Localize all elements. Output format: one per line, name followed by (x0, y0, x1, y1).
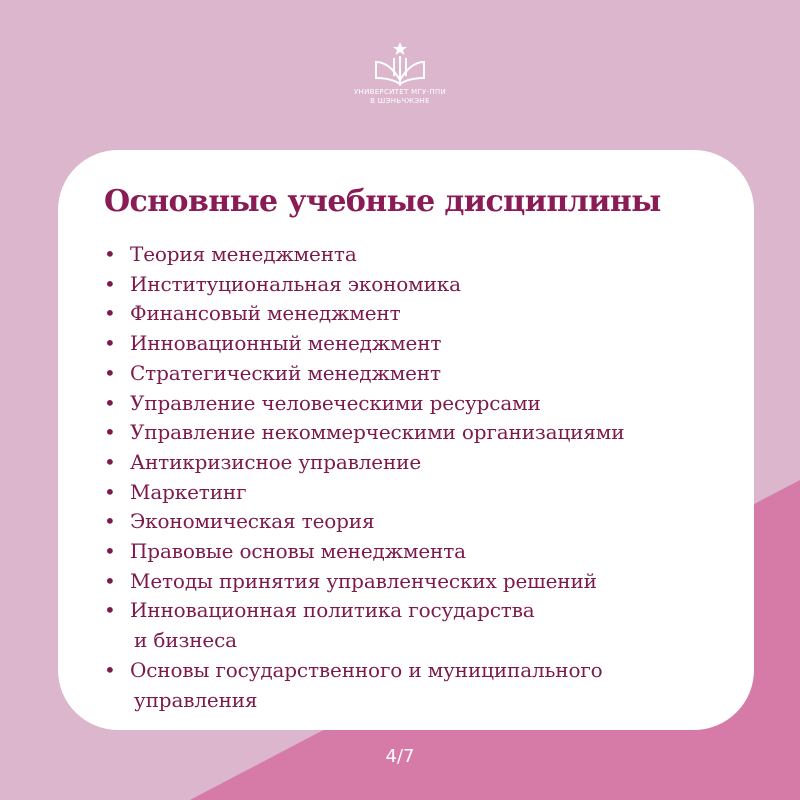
discipline-label: Финансовый менеджмент (130, 301, 401, 326)
list-item (104, 389, 744, 419)
discipline-label: Теория менеджмента (130, 242, 357, 266)
list-item (104, 596, 744, 655)
list-item (104, 329, 744, 359)
discipline-label: Правовые основы менеджмента (130, 539, 466, 564)
list-item (104, 507, 744, 537)
list-item (104, 299, 744, 329)
list-item (104, 418, 744, 448)
list-item (104, 270, 744, 300)
bullet: • (104, 568, 116, 593)
logo-text-line-1: УНИВЕРСИТЕТ МГУ-ППИ (353, 88, 447, 96)
list-item (104, 656, 744, 715)
discipline-label: Экономическая теория (130, 509, 375, 534)
logo-text-line-2: В ШЭНЬЧЖЭНЕ (370, 97, 430, 105)
discipline-label-continuation: управления (134, 687, 258, 712)
list-item (104, 478, 744, 508)
bullet: • (104, 390, 116, 415)
discipline-label-continuation: и бизнеса (134, 628, 237, 653)
bullet: • (104, 301, 116, 326)
list-item (104, 537, 744, 567)
discipline-label: Управление некоммерческими организациями (130, 420, 625, 445)
page-indicator: 4/7 (385, 746, 415, 767)
bullet: • (104, 360, 116, 385)
list-item (104, 448, 744, 478)
university-logo (330, 40, 470, 106)
university-emblem-icon (368, 40, 432, 88)
bullet: • (104, 598, 116, 623)
discipline-label: Институциональная экономика (130, 271, 461, 296)
bullet: • (104, 420, 116, 445)
list-item (104, 240, 744, 270)
discipline-label: Основы государственного и муниципального (130, 657, 603, 682)
bullet: • (104, 242, 116, 266)
list-item (104, 359, 744, 389)
discipline-label: Методы принятия управленческих решений (130, 568, 597, 593)
discipline-label: Инновационная политика государства (130, 598, 535, 623)
disciplines-list (104, 240, 744, 715)
page-title: Основные учебные дисциплины (104, 184, 661, 219)
bullet: • (104, 657, 116, 682)
list-item (104, 567, 744, 597)
discipline-label: Антикризисное управление (130, 449, 422, 474)
discipline-label: Стратегический менеджмент (130, 360, 441, 385)
bullet: • (104, 479, 116, 504)
bullet: • (104, 449, 116, 474)
bullet: • (104, 331, 116, 356)
bullet: • (104, 271, 116, 296)
discipline-label: Инновационный менеджмент (130, 331, 442, 356)
discipline-label: Управление человеческими ресурсами (130, 390, 541, 415)
bullet: • (104, 539, 116, 564)
discipline-label: Маркетинг (130, 479, 247, 504)
bullet: • (104, 509, 116, 534)
